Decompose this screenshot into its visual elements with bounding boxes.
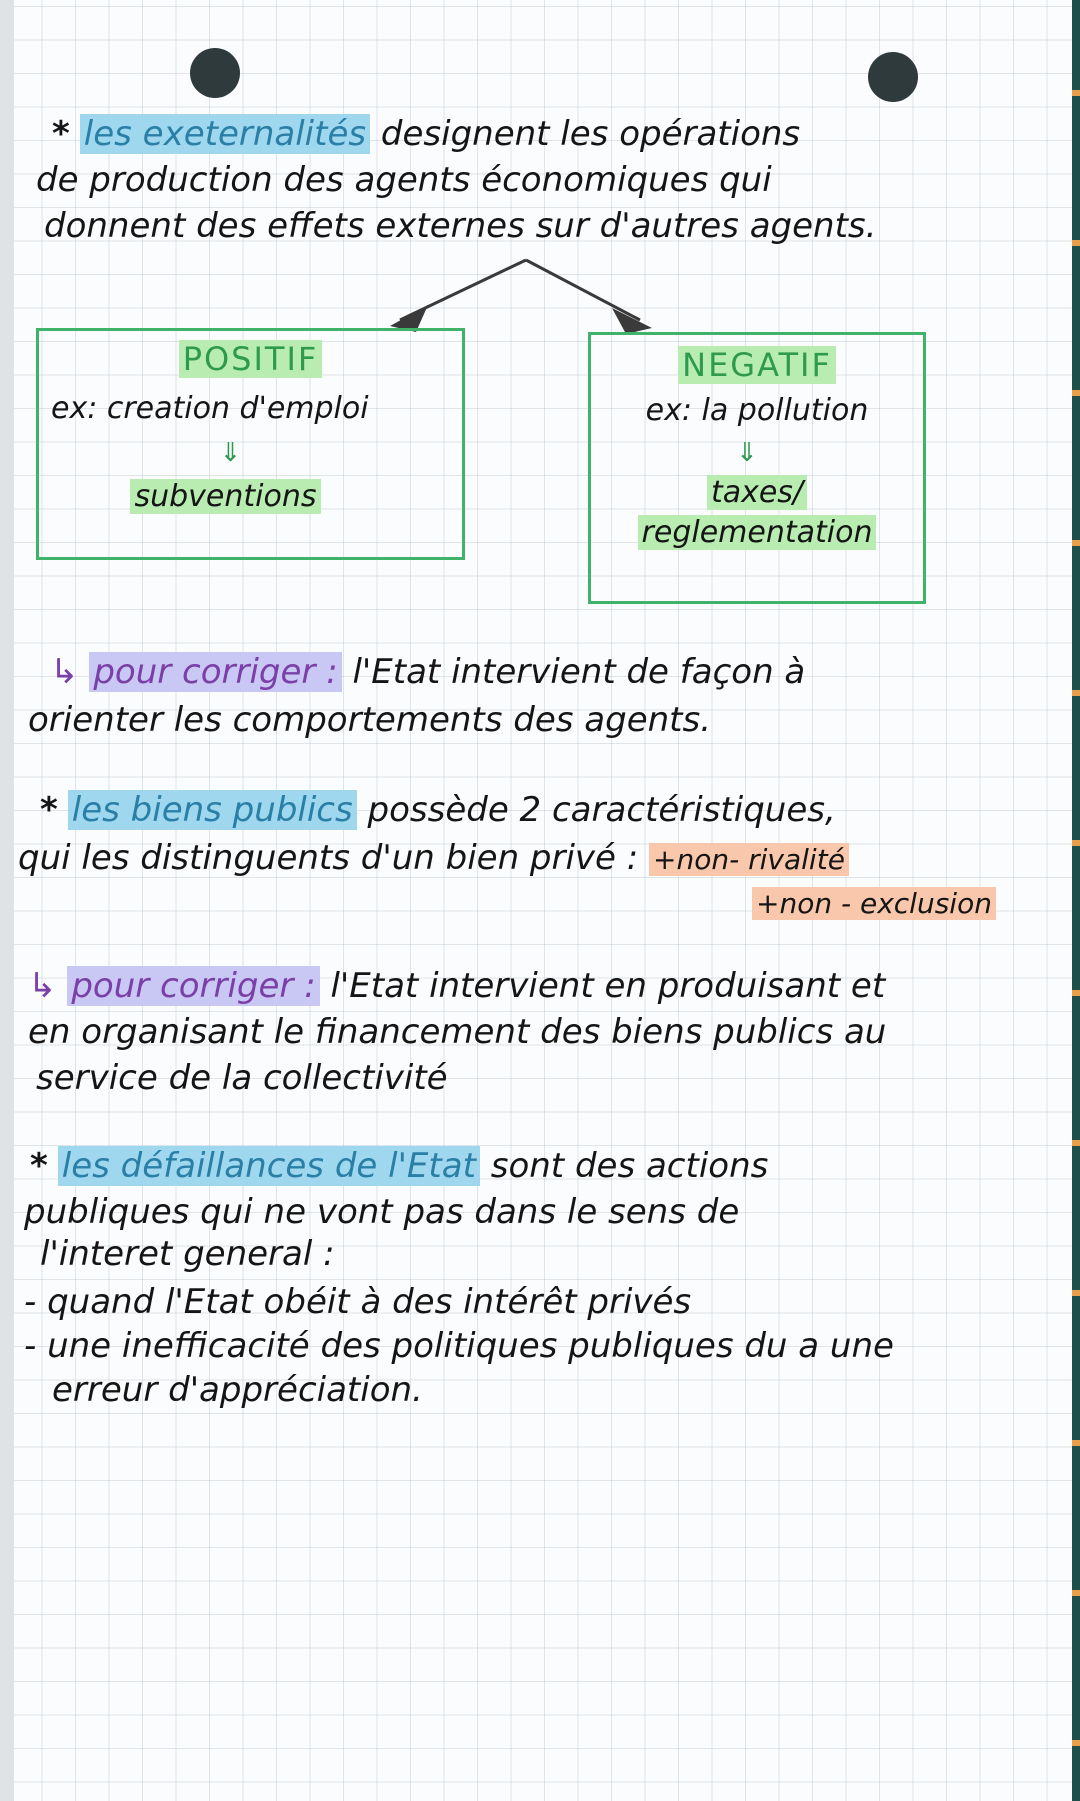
punch-hole-left: [190, 48, 240, 98]
correction1-line1-rest: l'Etat intervient de façon à: [352, 652, 806, 692]
correction2-line1: [28, 966, 885, 1006]
cover-edge: [1072, 0, 1080, 1801]
correction1-label: pour corriger :: [89, 652, 341, 692]
section1-line1-rest: designent les opérations: [380, 114, 801, 154]
correction2-label: pour corriger :: [67, 966, 319, 1006]
positive-box: [36, 328, 465, 560]
correction2-line3: service de la collectivité: [36, 1058, 448, 1098]
term-externalites: les exeternalités: [80, 114, 370, 154]
negative-example: ex: la pollution: [645, 393, 869, 428]
negative-result-2: reglementation: [638, 515, 877, 550]
correction2-line1-rest: l'Etat intervient en produisant et: [330, 966, 886, 1006]
section2-line2: [18, 838, 849, 880]
return-arrow-1: ↳: [50, 652, 79, 692]
correction1-line2: orienter les comportements des agents.: [28, 700, 712, 740]
section1-line1: [52, 114, 800, 154]
section3-line3: l'interet general :: [40, 1234, 335, 1274]
section2-line2-start: qui les distinguents d'un bien privé :: [18, 838, 639, 878]
positive-example: ex: creation d'emploi: [51, 391, 369, 426]
arrow-right-head: [612, 308, 652, 334]
branch-arrows: [340, 250, 680, 340]
star-bullet-3: *: [30, 1146, 48, 1186]
term-biens-publics: les biens publics: [68, 790, 357, 830]
section3-line6: erreur d'appréciation.: [52, 1370, 423, 1410]
section3-line5: - une inefficacité des politiques publiques du a une: [24, 1326, 894, 1366]
section3-line4: - quand l'Etat obéit à des intérêt privés: [24, 1282, 692, 1322]
section3-line1-rest: sont des actions: [490, 1146, 769, 1186]
return-arrow-2: ↳: [28, 966, 57, 1006]
star-bullet-1: *: [52, 114, 70, 154]
positive-result: subventions: [130, 479, 320, 514]
punch-hole-right: [868, 52, 918, 102]
section2-line1: [40, 790, 836, 830]
section1-line2: de production des agents économiques qui: [36, 160, 772, 200]
section2-line1-rest: possède 2 caractéristiques,: [367, 790, 836, 830]
section3-line2: publiques qui ne vont pas dans le sens de: [24, 1192, 740, 1232]
correction1-line1: [50, 652, 805, 692]
non-rivalite: +non- rivalité: [649, 843, 849, 876]
page-left-edge: [0, 0, 14, 1801]
positive-title: POSITIF: [179, 340, 323, 378]
negative-box: [588, 332, 926, 604]
negative-down-arrow: ⇓: [736, 438, 758, 468]
section2-line3: [752, 884, 996, 924]
term-defaillances-etat: les défaillances de l'Etat: [58, 1146, 480, 1186]
correction2-line2: en organisant le financement des biens publics au: [28, 1012, 887, 1052]
negative-title: NEGATIF: [678, 346, 836, 384]
arrow-right-line: [526, 260, 640, 320]
positive-down-arrow: ⇓: [219, 438, 242, 468]
section1-line3: donnent des effets externes sur d'autres agents.: [44, 206, 877, 246]
star-bullet-2: *: [40, 790, 58, 830]
negative-result-1: taxes/: [707, 475, 807, 510]
non-exclusion: +non - exclusion: [752, 887, 996, 920]
section3-line1: [30, 1146, 768, 1186]
